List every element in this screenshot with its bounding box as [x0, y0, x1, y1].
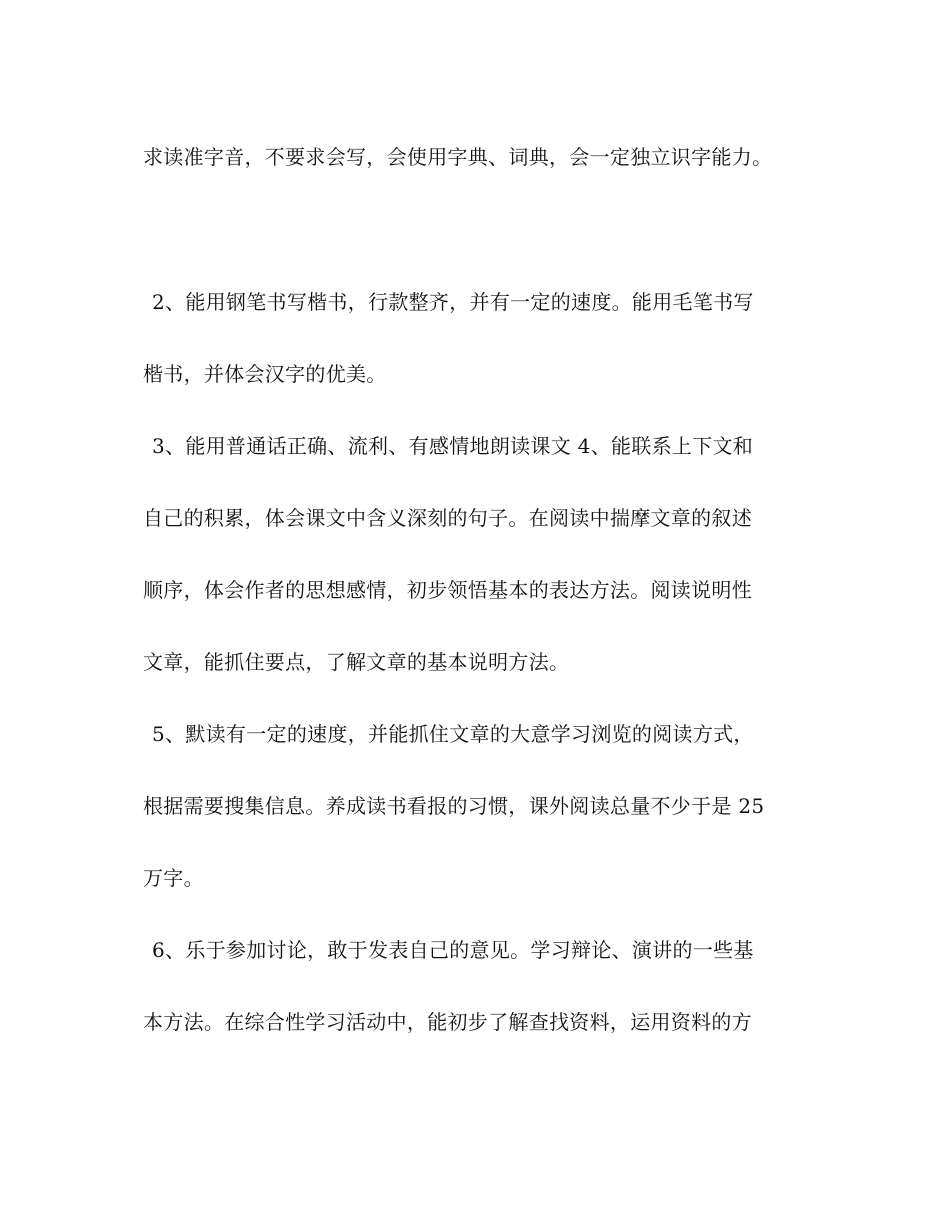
- text-line-2: 2、能用钢笔书写楷书，行款整齐，并有一定的速度。能用毛笔书写: [152, 290, 754, 314]
- text-line-8: 5、默读有一定的速度，并能抓住文章的大意学习浏览的阅读方式，: [152, 722, 754, 746]
- text-line-6: 顺序，体会作者的思想感情，初步领悟基本的表达方法。阅读说明性: [143, 578, 752, 602]
- text-line-7: 文章，能抓住要点，了解文章的基本说明方法。: [143, 650, 570, 674]
- text-line-5: 自己的积累，体会课文中含义深刻的句子。在阅读中揣摩文章的叙述: [143, 506, 752, 530]
- text-line-12: 本方法。在综合性学习活动中，能初步了解查找资料，运用资料的方: [143, 1010, 752, 1034]
- text-line-1: 求读准字音，不要求会写，会使用字典、词典，会一定独立识字能力。: [143, 145, 773, 169]
- text-line-3: 楷书，并体会汉字的优美。: [143, 362, 387, 386]
- text-line-9: 根据需要搜集信息。养成读书看报的习惯，课外阅读总量不少于是 25: [143, 794, 765, 818]
- text-line-4: 3、能用普通话正确、流利、有感情地朗读课文 4、能联系上下文和: [152, 434, 754, 458]
- text-line-11: 6、乐于参加讨论，敢于发表自己的意见。学习辩论、演讲的一些基: [152, 938, 754, 962]
- text-line-10: 万字。: [143, 866, 204, 890]
